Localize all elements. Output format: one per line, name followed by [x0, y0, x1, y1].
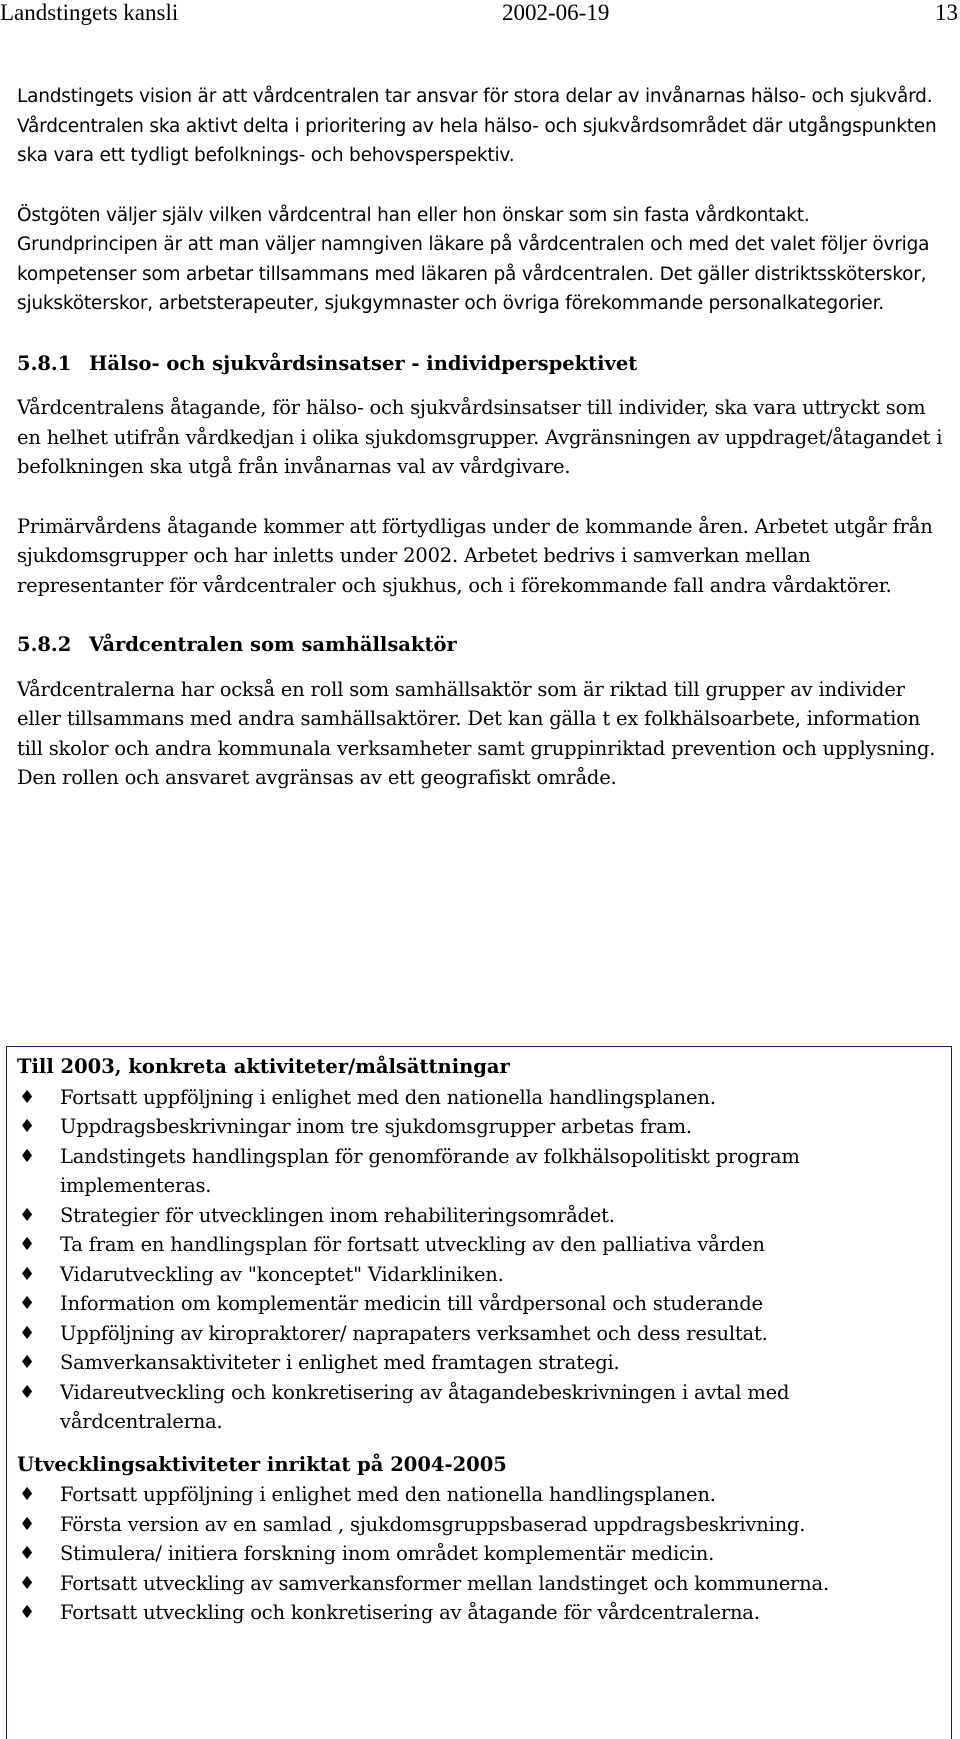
list-item: ♦ Uppföljning av kiropraktorer/ naprapaters verksamhet och dess resultat. [17, 1319, 941, 1349]
list-item: ♦ Samverkansaktiviteter i enlighet med framtagen strategi. [17, 1348, 941, 1378]
list-item: ♦ Strategier för utvecklingen inom rehabiliteringsområdet. [17, 1201, 941, 1231]
section-number: 5.8.1 [17, 351, 72, 375]
section-heading-582 [17, 630, 947, 660]
diamond-bullet-icon: ♦ [19, 1602, 35, 1623]
diamond-bullet-icon: ♦ [19, 1263, 35, 1285]
list-item: ♦ Första version av en samlad , sjukdomsgruppsbaserad uppdragsbeskrivning. [17, 1510, 941, 1540]
diamond-bullet-icon: ♦ [19, 1572, 35, 1594]
diamond-bullet-icon: ♦ [19, 1484, 35, 1505]
diamond-bullet-icon: ♦ [19, 1116, 35, 1137]
list-2003 [17, 1083, 941, 1437]
diamond-bullet-icon: ♦ [19, 1513, 35, 1535]
list-item: ♦ Fortsatt utveckling av samverkansformer mellan landstinget och kommunerna. [17, 1569, 941, 1599]
list-item: ♦ Fortsatt utveckling och konkretisering av åtagande för vårdcentralerna. [17, 1598, 941, 1628]
list-item: ♦ Ta fram en handlingsplan för fortsatt utveckling av den palliativa vården [17, 1230, 941, 1260]
list-item: ♦ Uppdragsbeskrivningar inom tre sjukdomsgrupper arbetas fram. [17, 1112, 941, 1142]
diamond-bullet-icon: ♦ [19, 1352, 35, 1373]
section-heading-581 [17, 349, 947, 379]
diamond-bullet-icon: ♦ [19, 1322, 35, 1344]
list-item: ♦ Vidareutveckling och konkretisering av åtagandebeskrivningen i avtal med vårdcentralerna. [17, 1378, 941, 1437]
document-body [17, 82, 947, 793]
activities-box [6, 1046, 952, 1739]
list-item: ♦ Vidarutveckling av "konceptet" Vidarkliniken. [17, 1260, 941, 1290]
diamond-bullet-icon: ♦ [19, 1293, 35, 1314]
diamond-bullet-icon: ♦ [19, 1086, 35, 1108]
header-page-number: 13 [935, 0, 958, 25]
diamond-bullet-icon: ♦ [19, 1204, 35, 1226]
list-item: ♦ Fortsatt uppföljning i enlighet med den nationella handlingsplanen. [17, 1083, 941, 1113]
diamond-bullet-icon: ♦ [19, 1543, 35, 1564]
list-item: ♦ Stimulera/ initiera forskning inom området komplementär medicin. [17, 1539, 941, 1569]
box-title-2004-2005: Utvecklingsaktiviteter inriktat på 2004-2005 [17, 1452, 507, 1476]
list-item: ♦ Information om komplementär medicin till vårdpersonal och studerande [17, 1289, 941, 1319]
diamond-bullet-icon: ♦ [19, 1145, 35, 1167]
list-2004-2005 [17, 1480, 941, 1628]
box-title-2003: Till 2003, konkreta aktiviteter/målsättningar [17, 1055, 510, 1078]
section-581-paragraph-2: Primärvårdens åtagande kommer att förtydligas under de kommande åren. Arbetet utgår från sjukdomsgrupper och har inletts under 2002. Arbetet bedrivs i samverkan mellan representanter för vårdcentraler och sjukhus, och i förekommande fall andra vårdaktörer. [17, 514, 933, 597]
choice-paragraph: Östgöten väljer själv vilken vårdcentral han eller hon önskar som sin fasta vårdkontakt. Grundprincipen är att man väljer namngiven läkare på vårdcentralen och med det valet följer övriga kompetenser som arbetar tillsammans med läkaren på vårdcentralen. Det gäller distriktssköterskor, sjuksköterskor, arbetsterapeuter, sjukgymnaster och övriga förekommande personalkategorier. [17, 204, 930, 314]
diamond-bullet-icon: ♦ [19, 1381, 35, 1403]
section-582-paragraph-1: Vårdcentralerna har också en roll som samhällsaktör som är riktad till grupper av individer eller tillsammans med andra samhällsaktörer. Det kan gälla t ex folkhälsoarbete, information till skolor och andra kommunala verksamheter samt gruppinriktad prevention och upplysning. Den rollen och ansvaret avgränsas av ett geografiskt område. [17, 677, 936, 789]
vision-paragraph: Landstingets vision är att vårdcentralen tar ansvar för stora delar av invånarnas hälso- och sjukvård. Vårdcentralen ska aktivt delta i prioritering av hela hälso- och sjukvårdsområdet där utgångspunkten ska vara ett tydligt befolknings- och behovsperspektiv. [17, 86, 937, 166]
list-item: ♦ Fortsatt uppföljning i enlighet med den nationella handlingsplanen. [17, 1480, 941, 1510]
section-581-paragraph-1: Vårdcentralens åtagande, för hälso- och sjukvårdsinsatser till individer, ska vara uttryckt som en helhet utifrån vårdkedjan i olika sjukdomsgrupper. Avgränsningen av uppdraget/åtagandet i befolkningen ska utgå från invånarnas val av vårdgivare. [17, 396, 943, 478]
header-organization: Landstingets kansli [0, 0, 179, 25]
page-header [0, 0, 960, 26]
section-title: Hälso- och sjukvårdsinsatser - individperspektivet [89, 351, 638, 375]
header-date: 2002-06-19 [502, 0, 610, 25]
diamond-bullet-icon: ♦ [19, 1234, 35, 1255]
section-number: 5.8.2 [17, 633, 72, 656]
list-item: ♦ Landstingets handlingsplan för genomförande av folkhälsopolitiskt program implementeras. [17, 1142, 941, 1201]
section-title: Vårdcentralen som samhällsaktör [89, 633, 457, 656]
